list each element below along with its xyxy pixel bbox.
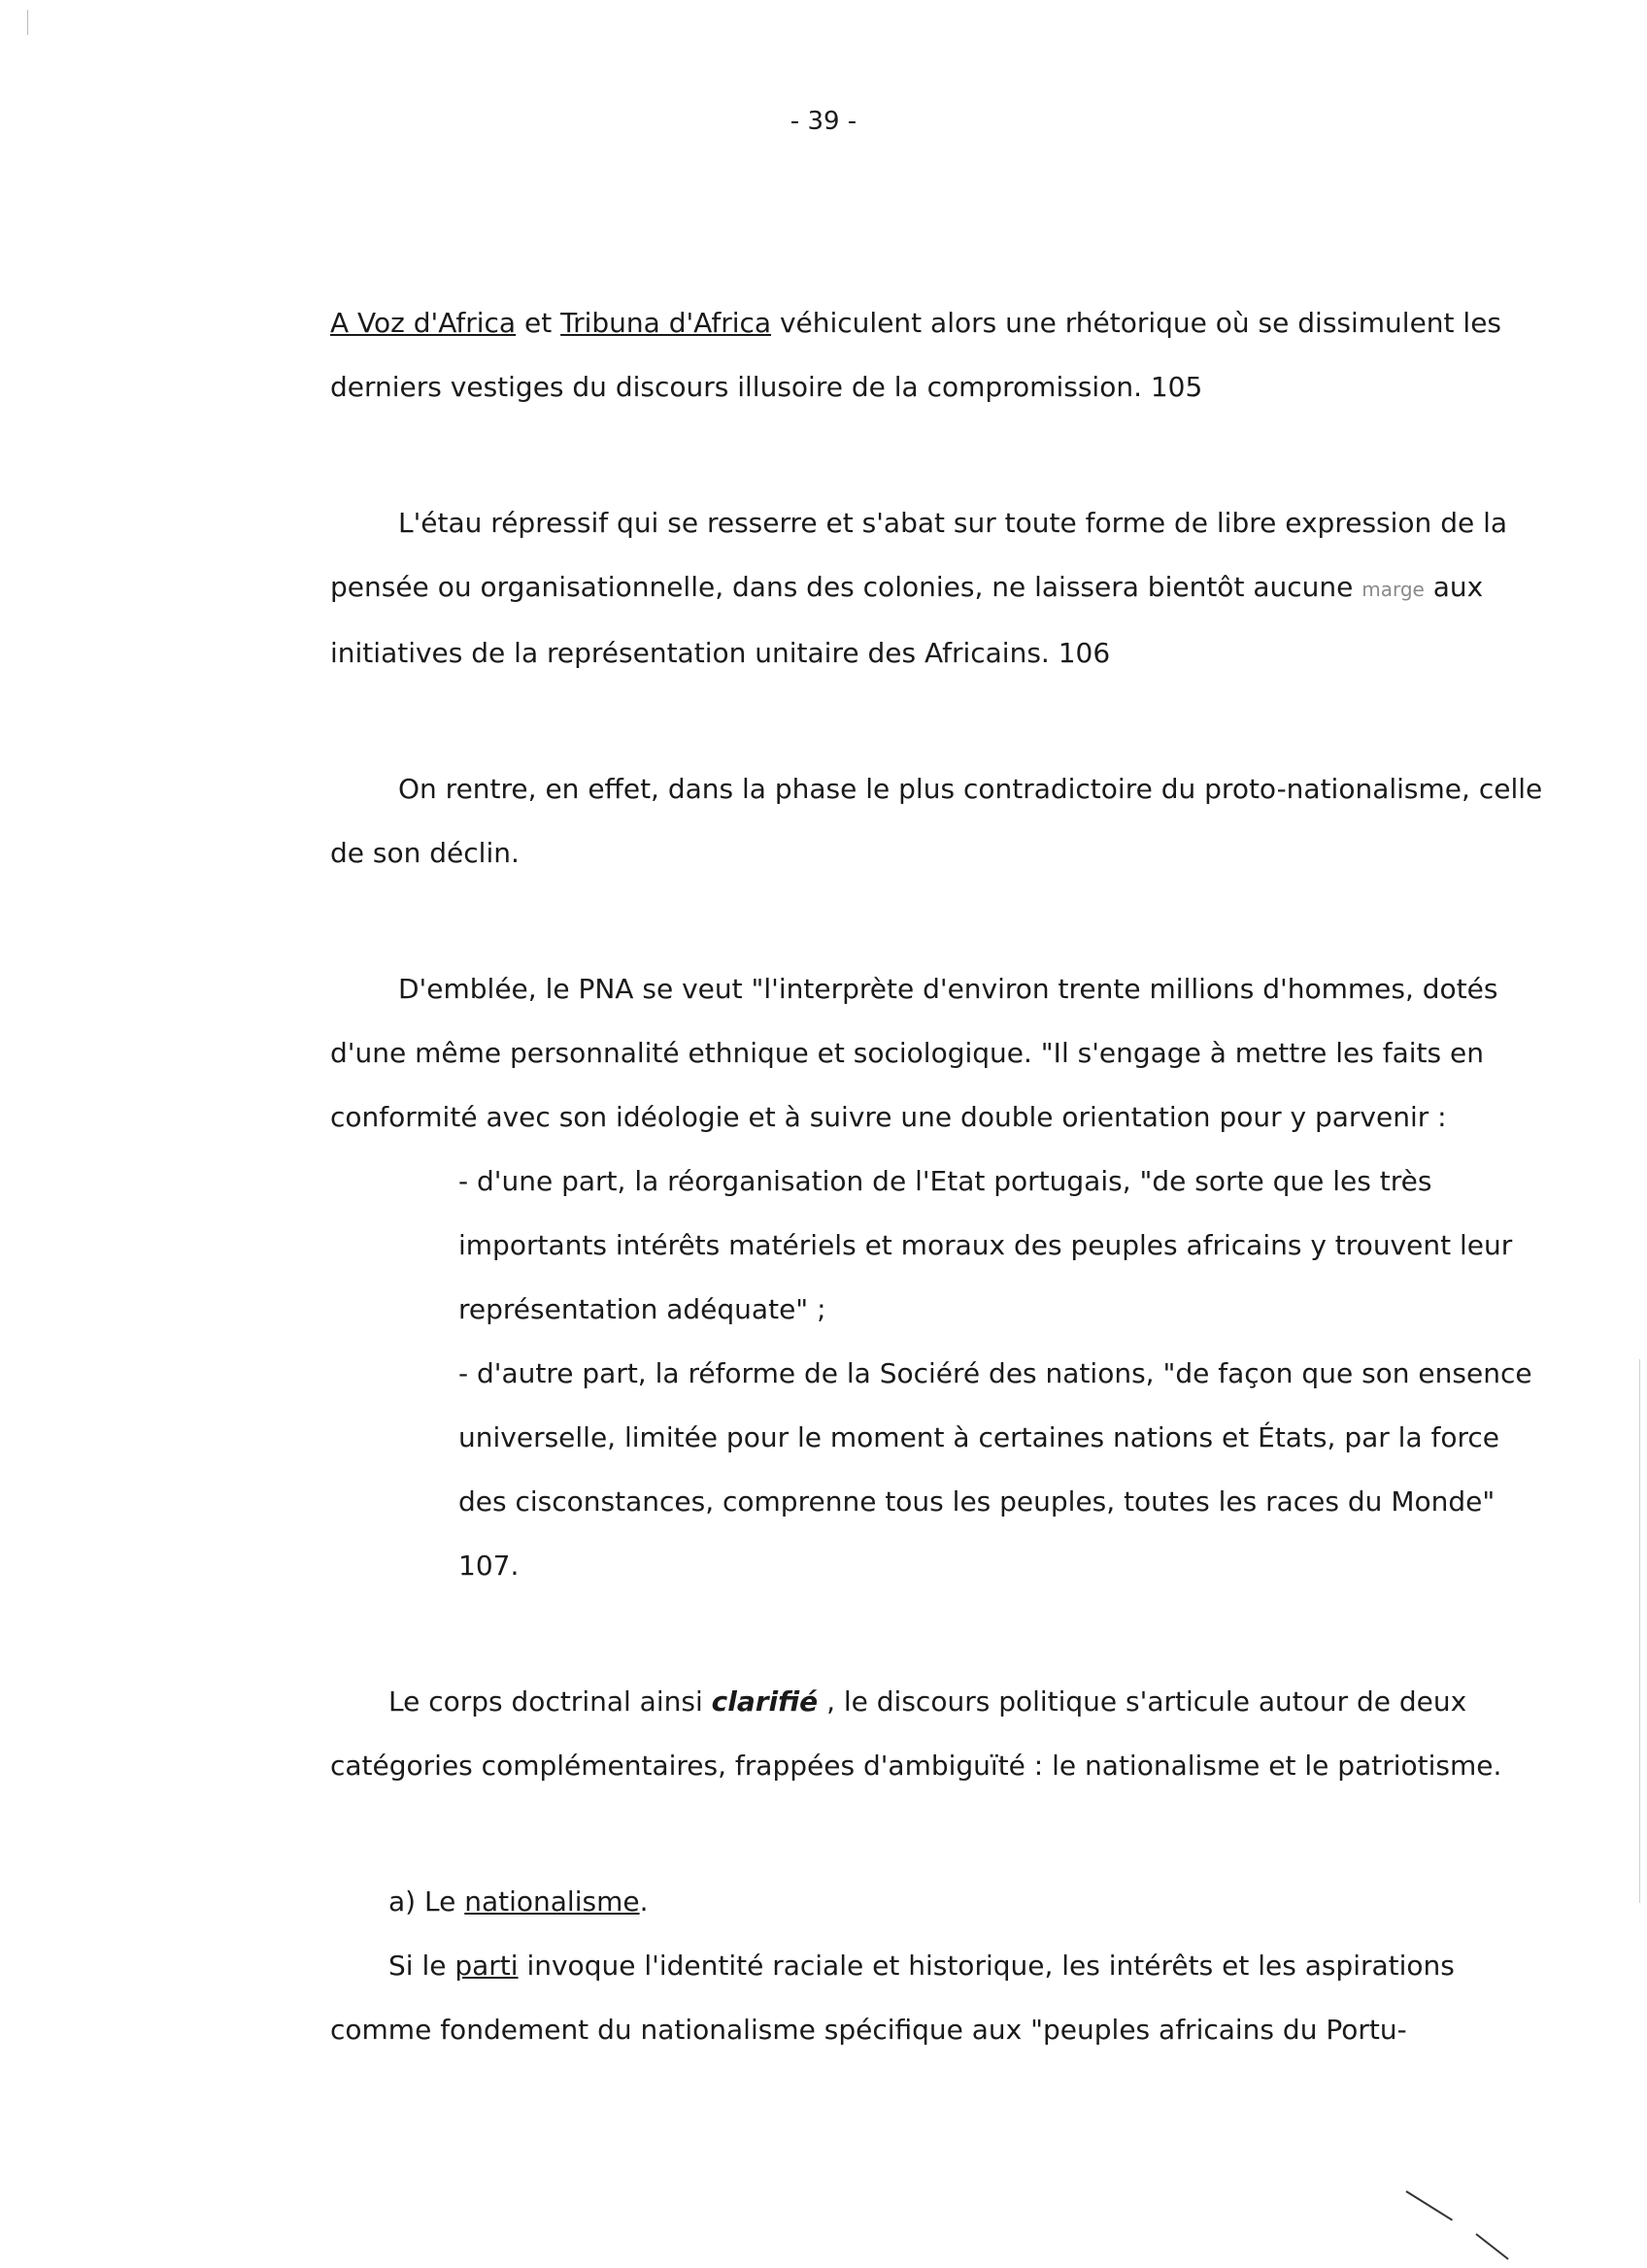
paragraph-1 bbox=[330, 291, 1563, 419]
scan-edge-mark-top bbox=[27, 10, 28, 35]
section-heading-title: nationalisme bbox=[464, 1885, 640, 1918]
newspaper-title-tribuna: Tribuna d'Africa bbox=[560, 307, 772, 339]
body-text bbox=[330, 291, 1563, 2062]
paragraph-4: D'emblée, le PNA se veut "l'interprète d'environ trente millions d'hommes, dotés d'une même personnalité ethnique et sociologique. "Il s'engage à mettre les faits en conformité avec son idéologie et à suivre une double orientation pour y parvenir : bbox=[330, 973, 1498, 1133]
page-number: - 39 - bbox=[790, 107, 857, 136]
newspaper-title-voz: A Voz d'Africa bbox=[330, 307, 517, 339]
bold-word-clarifie: clarifié bbox=[711, 1685, 819, 1718]
paragraph-2-text-b: aux initiatives de la représentation unitaire des Africains. 106 bbox=[330, 571, 1484, 669]
margin-pen-stroke-1 bbox=[1405, 2190, 1453, 2220]
paragraph-2 bbox=[330, 491, 1563, 685]
paragraph-5-text-a: Le corps doctrinal ainsi bbox=[388, 1685, 712, 1718]
underlined-word-parti: parti bbox=[454, 1950, 519, 1982]
paragraph-5-text-b: , le discours politique s'articule autour de deux catégories complémentaires, frappées d'ambiguïté : le nationalisme et le patriotisme. bbox=[330, 1685, 1502, 1782]
paragraph-6-text-a: Si le bbox=[388, 1950, 455, 1982]
paragraph-1-join: et bbox=[516, 307, 561, 339]
paragraph-6 bbox=[330, 1934, 1563, 2062]
paragraph-6-text-b: invoque l'identité raciale et historique, les intérêts et les aspirations comme fondement du nationalisme spécifique aux "peuples africains du Portu- bbox=[330, 1950, 1455, 2046]
paragraph-3: On rentre, en effet, dans la phase le plus contradictoire du proto-nationalisme, celle de son déclin. bbox=[330, 773, 1543, 869]
quote-item-2: - d'autre part, la réforme de la Sociéré des nations, "de façon que son ensence universelle, limitée pour le moment à certaines nations et États, par la force des cisconstances, comprenne tous les peuples, toutes les races du Monde" 107. bbox=[458, 1357, 1532, 1582]
section-heading-a bbox=[330, 1870, 1563, 1934]
faint-word-marge: marge bbox=[1361, 578, 1425, 601]
margin-pen-stroke-2 bbox=[1475, 2233, 1508, 2259]
quote-item-1: - d'une part, la réorganisation de l'Etat portugais, "de sorte que les très importants intérêts matériels et moraux des peuples africains y trouvent leur représentation adéquate" ; bbox=[458, 1165, 1513, 1325]
scan-edge-mark-right bbox=[1639, 1359, 1640, 1903]
paragraph-2-text-a: L'étau répressif qui se resserre et s'abat sur toute forme de libre expression de la pensée ou organisationnelle, dans des colonies, ne laissera bientôt aucune bbox=[330, 507, 1508, 603]
paragraph-5 bbox=[330, 1670, 1563, 1798]
section-heading-suffix: . bbox=[639, 1885, 649, 1918]
paragraph-1-text: véhiculent alors une rhétorique où se dissimulent les derniers vestiges du discours illusoire de la compromission. 105 bbox=[330, 307, 1502, 403]
section-heading-prefix: a) Le bbox=[388, 1885, 465, 1918]
